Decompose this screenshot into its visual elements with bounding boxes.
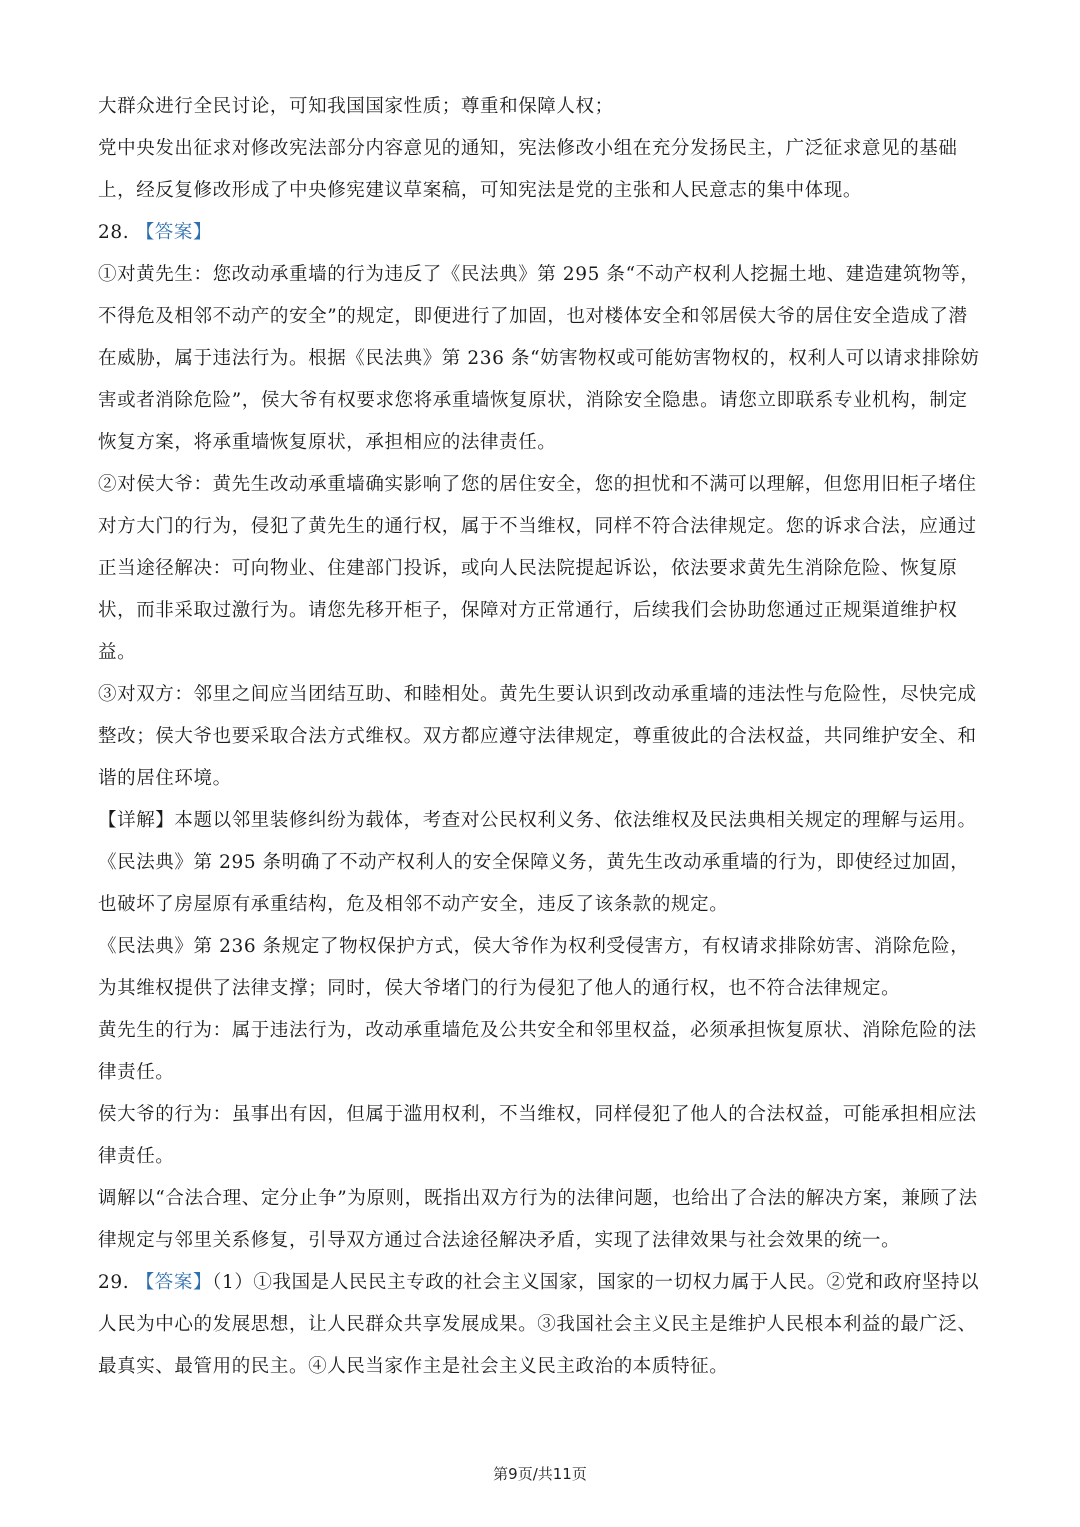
explanation-28-article-236: 《民法典》第 236 条规定了物权保护方式，侯大爷作为权利受侵害方，有权请求排除妨害、消除危险，为其维权提供了法律支撑；同时，侯大爷堵门的行为侵犯了他人的通行权，也不符合法律规定。 [98, 936, 970, 999]
explanation-28-article-295: 《民法典》第 295 条明确了不动产权利人的安全保障义务，黄先生改动承重墙的行为，即使经过加固，也破坏了房屋原有承重结构，危及相邻不动产安全，违反了该条款的规定。 [98, 852, 970, 915]
question-28-number: 28. [98, 222, 136, 243]
paragraph-p2: 党中央发出征求对修改宪法部分内容意见的通知，宪法修改小组在充分发扬民主，广泛征求意见的基础上，经反复修改形成了中央修宪建议草案稿，可知宪法是党的主张和人民意志的集中体现。 [98, 138, 958, 201]
explanation-28-mediation: 调解以“合法合理、定分止争”为原则，既指出双方行为的法律问题，也给出了合法的解决方案，兼顾了法律规定与邻里关系修复，引导双方通过合法途径解决矛盾，实现了法律效果与社会效果的统一。 [98, 1188, 978, 1251]
question-29-number: 29. [98, 1272, 136, 1293]
explanation-label: 【详解】 [98, 810, 175, 831]
answer-29-text: （1）①我国是人民民主专政的社会主义国家，国家的一切权力属于人民。②党和政府坚持以人民为中心的发展思想，让人民群众共享发展成果。③我国社会主义民主是维护人民根本利益的最广泛、最真实、最管用的民主。④人民当家作主是社会主义民主政治的本质特征。 [98, 1272, 980, 1377]
explanation-28-intro [98, 800, 982, 842]
document-body [98, 86, 982, 1388]
answer-28-item-3: ③对双方：邻里之间应当团结互助、和睦相处。黄先生要认识到改动承重墙的违法性与危险性，尽快完成整改；侯大爷也要采取合法方式维权。双方都应遵守法律规定，尊重彼此的合法权益，共同维护安全、和谐的居住环境。 [98, 684, 977, 789]
question-28-heading [98, 212, 982, 254]
explanation-28-huang: 黄先生的行为：属于违法行为，改动承重墙危及公共安全和邻里权益，必须承担恢复原状、消除危险的法律责任。 [98, 1020, 977, 1083]
answer-tag-29: 【答案】 [135, 1272, 213, 1293]
explanation-28-intro-text: 本题以邻里装修纠纷为载体，考查对公民权利义务、依法维权及民法典相关规定的理解与运用。 [174, 810, 977, 831]
explanation-28-hou: 侯大爷的行为：虽事出有因，但属于滥用权利，不当维权，同样侵犯了他人的合法权益，可能承担相应法律责任。 [98, 1104, 977, 1167]
answer-tag-28: 【答案】 [135, 222, 213, 243]
question-29-answer [98, 1262, 982, 1388]
page-footer: 第9页/共11页 [493, 1465, 587, 1483]
paragraph-p1: 大群众进行全民讨论，可知我国国家性质；尊重和保障人权； [98, 96, 614, 117]
answer-28-item-2: ②对侯大爷：黄先生改动承重墙确实影响了您的居住安全，您的担忧和不满可以理解，但您用旧柜子堵住对方大门的行为，侵犯了黄先生的通行权，属于不当维权，同样不符合法律规定。您的诉求合法，应通过正当途径解决：可向物业、住建部门投诉，或向人民法院提起诉讼，依法要求黄先生消除危险、恢复原状，而非采取过激行为。请您先移开柜子，保障对方正常通行，后续我们会协助您通过正规渠道维护权益。 [98, 474, 977, 663]
answer-28-item-1: ①对黄先生：您改动承重墙的行为违反了《民法典》第 295 条“不动产权利人挖掘土地、建造建筑物等，不得危及相邻不动产的安全”的规定，即便进行了加固，也对楼体安全和邻居侯大爷的居住安全造成了潜在威胁，属于违法行为。根据《民法典》第 236 条“妨害物权或可能妨害物权的，权利人可以请求排除妨害或者消除危险”，侯大爷有权要求您将承重墙恢复原状，消除安全隐患。请您立即联系专业机构，制定恢复方案，将承重墙恢复原状，承担相应的法律责任。 [98, 264, 980, 453]
